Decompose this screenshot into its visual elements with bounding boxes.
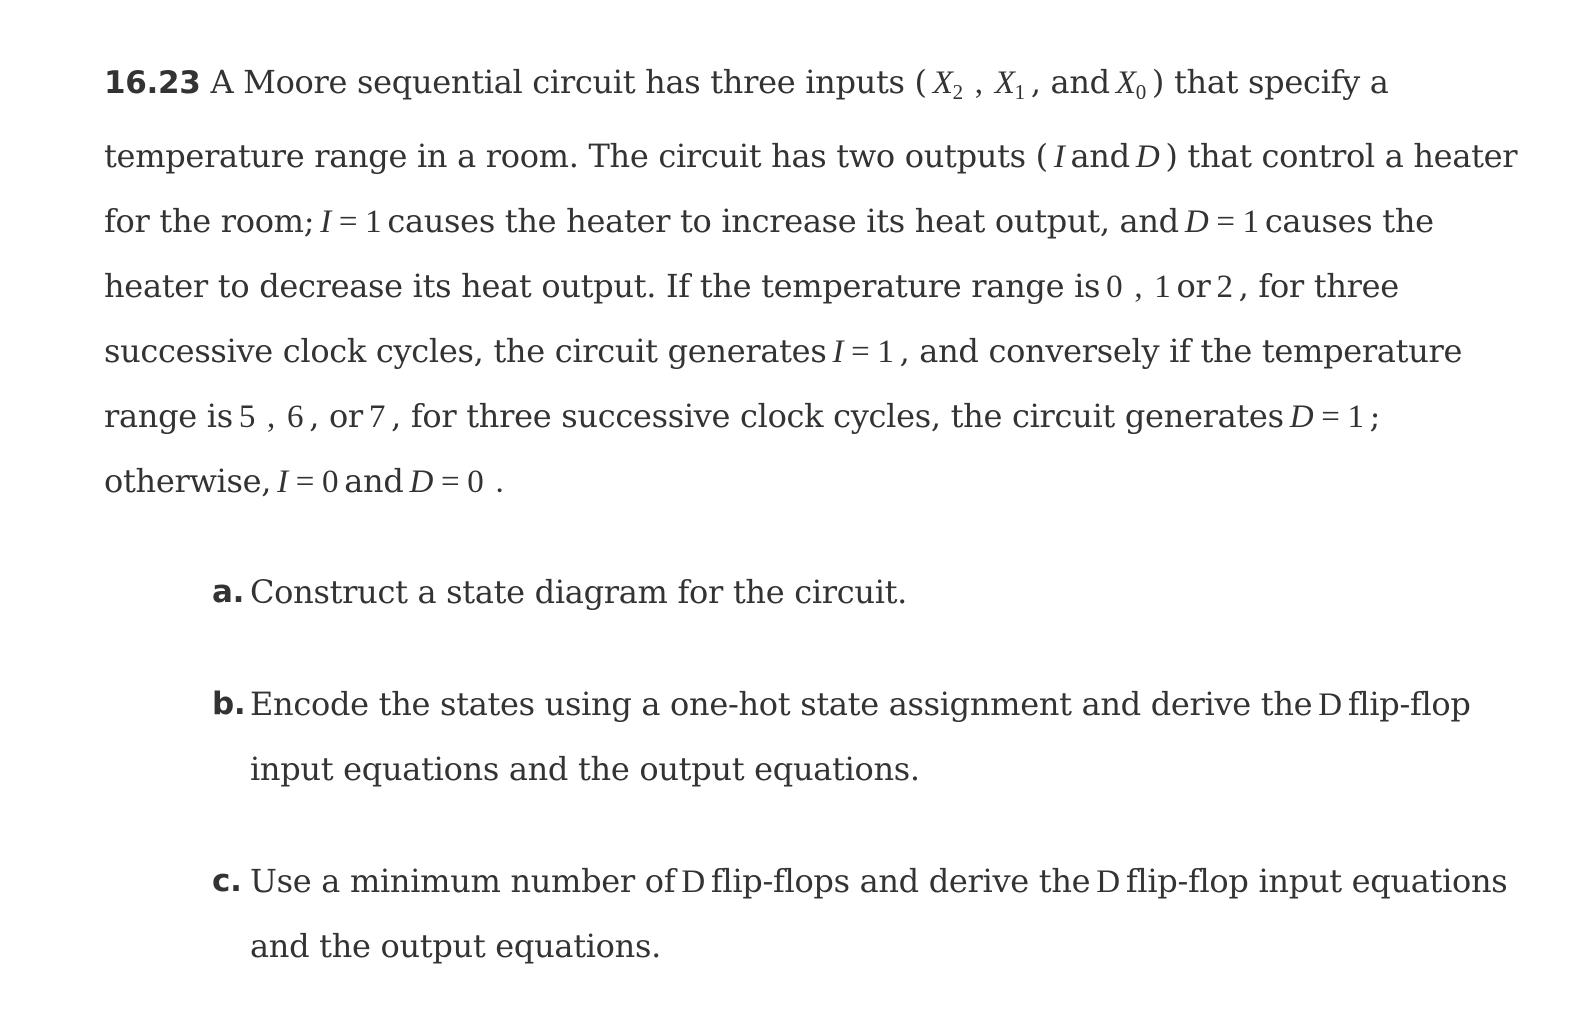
problem-text: and [1070,137,1130,175]
part-b-text: Encode the states using a one-hot state assignment and derive the [250,685,1313,723]
math-var-i: I [1053,139,1065,175]
problem-parts-list [104,560,1544,978]
problem-text: , and [1030,63,1110,101]
math-var-d-flip-flop: D [681,864,705,900]
math-expr-i-eq-1: I = 1 [320,204,382,240]
math-value-6: 6 [287,399,304,435]
problem-text: , for three successive clock cycles, the circuit generates [104,267,1399,370]
math-var-d: D [1135,139,1160,175]
problem-text: and [344,462,404,500]
problem-text: ) that specify a temperature range in a room. The circuit has two outputs ( [104,63,1389,175]
math-var-x2: $X_2$ [932,65,963,104]
part-c-text: Use a minimum number of [250,862,676,900]
math-var-x0: $X_0$ [1115,65,1146,104]
math-comma: , [1134,269,1143,305]
math-expr-d-eq-1: D = 1 [1289,399,1364,435]
part-c-text: flip-flop input equations and the output equations. [250,862,1508,965]
problem-text: ; otherwise, [104,397,1381,500]
part-c-text: flip-flops and derive the [710,862,1091,900]
problem-text: ) that control a heater for the room; [104,137,1518,240]
problem-text: causes the heater to increase its heat output, and [387,202,1179,240]
problem-text: or [1176,267,1211,305]
math-expr-i-eq-0: I = 0 [277,464,339,500]
part-a-text: Construct a state diagram for the circuit. [250,573,908,611]
part-c [212,849,1544,978]
math-var-x1: $X_1$ [994,65,1025,104]
problem-text: , for three successive clock cycles, the circuit generates [391,397,1284,435]
math-comma: , [974,65,983,101]
problem-number: 16.23 [104,65,201,101]
part-b-text: flip-flop input equations and the output equations. [250,685,1471,788]
math-period: . [495,464,504,500]
part-b [212,672,1544,801]
math-value-5: 5 [238,399,256,435]
math-var-d-flip-flop: D [1096,864,1120,900]
problem-text: , or [309,397,363,435]
math-value-0: 0 [1106,269,1123,305]
math-comma: , [267,399,275,435]
problem-text: causes the heater to decrease its heat output. If the temperature range is [104,202,1434,305]
part-a [212,560,1544,624]
math-expr-d-eq-1: D = 1 [1184,204,1259,240]
math-value-7: 7 [368,399,386,435]
problem-text: A Moore sequential circuit has three inputs ( [210,63,927,101]
problem-text: , and conversely if the temperature range is [104,332,1463,435]
math-value-2: 2 [1216,269,1233,305]
math-expr-d-eq-0: D = 0 [409,464,484,500]
part-c-label: c. [212,863,242,899]
document-page [104,50,1544,978]
part-b-label: b. [212,686,246,722]
problem-statement [104,50,1544,514]
part-a-label: a. [212,574,245,610]
math-var-d-flip-flop: D [1318,687,1342,723]
math-value-1: 1 [1154,269,1171,305]
math-expr-i-eq-1: I = 1 [832,334,894,370]
